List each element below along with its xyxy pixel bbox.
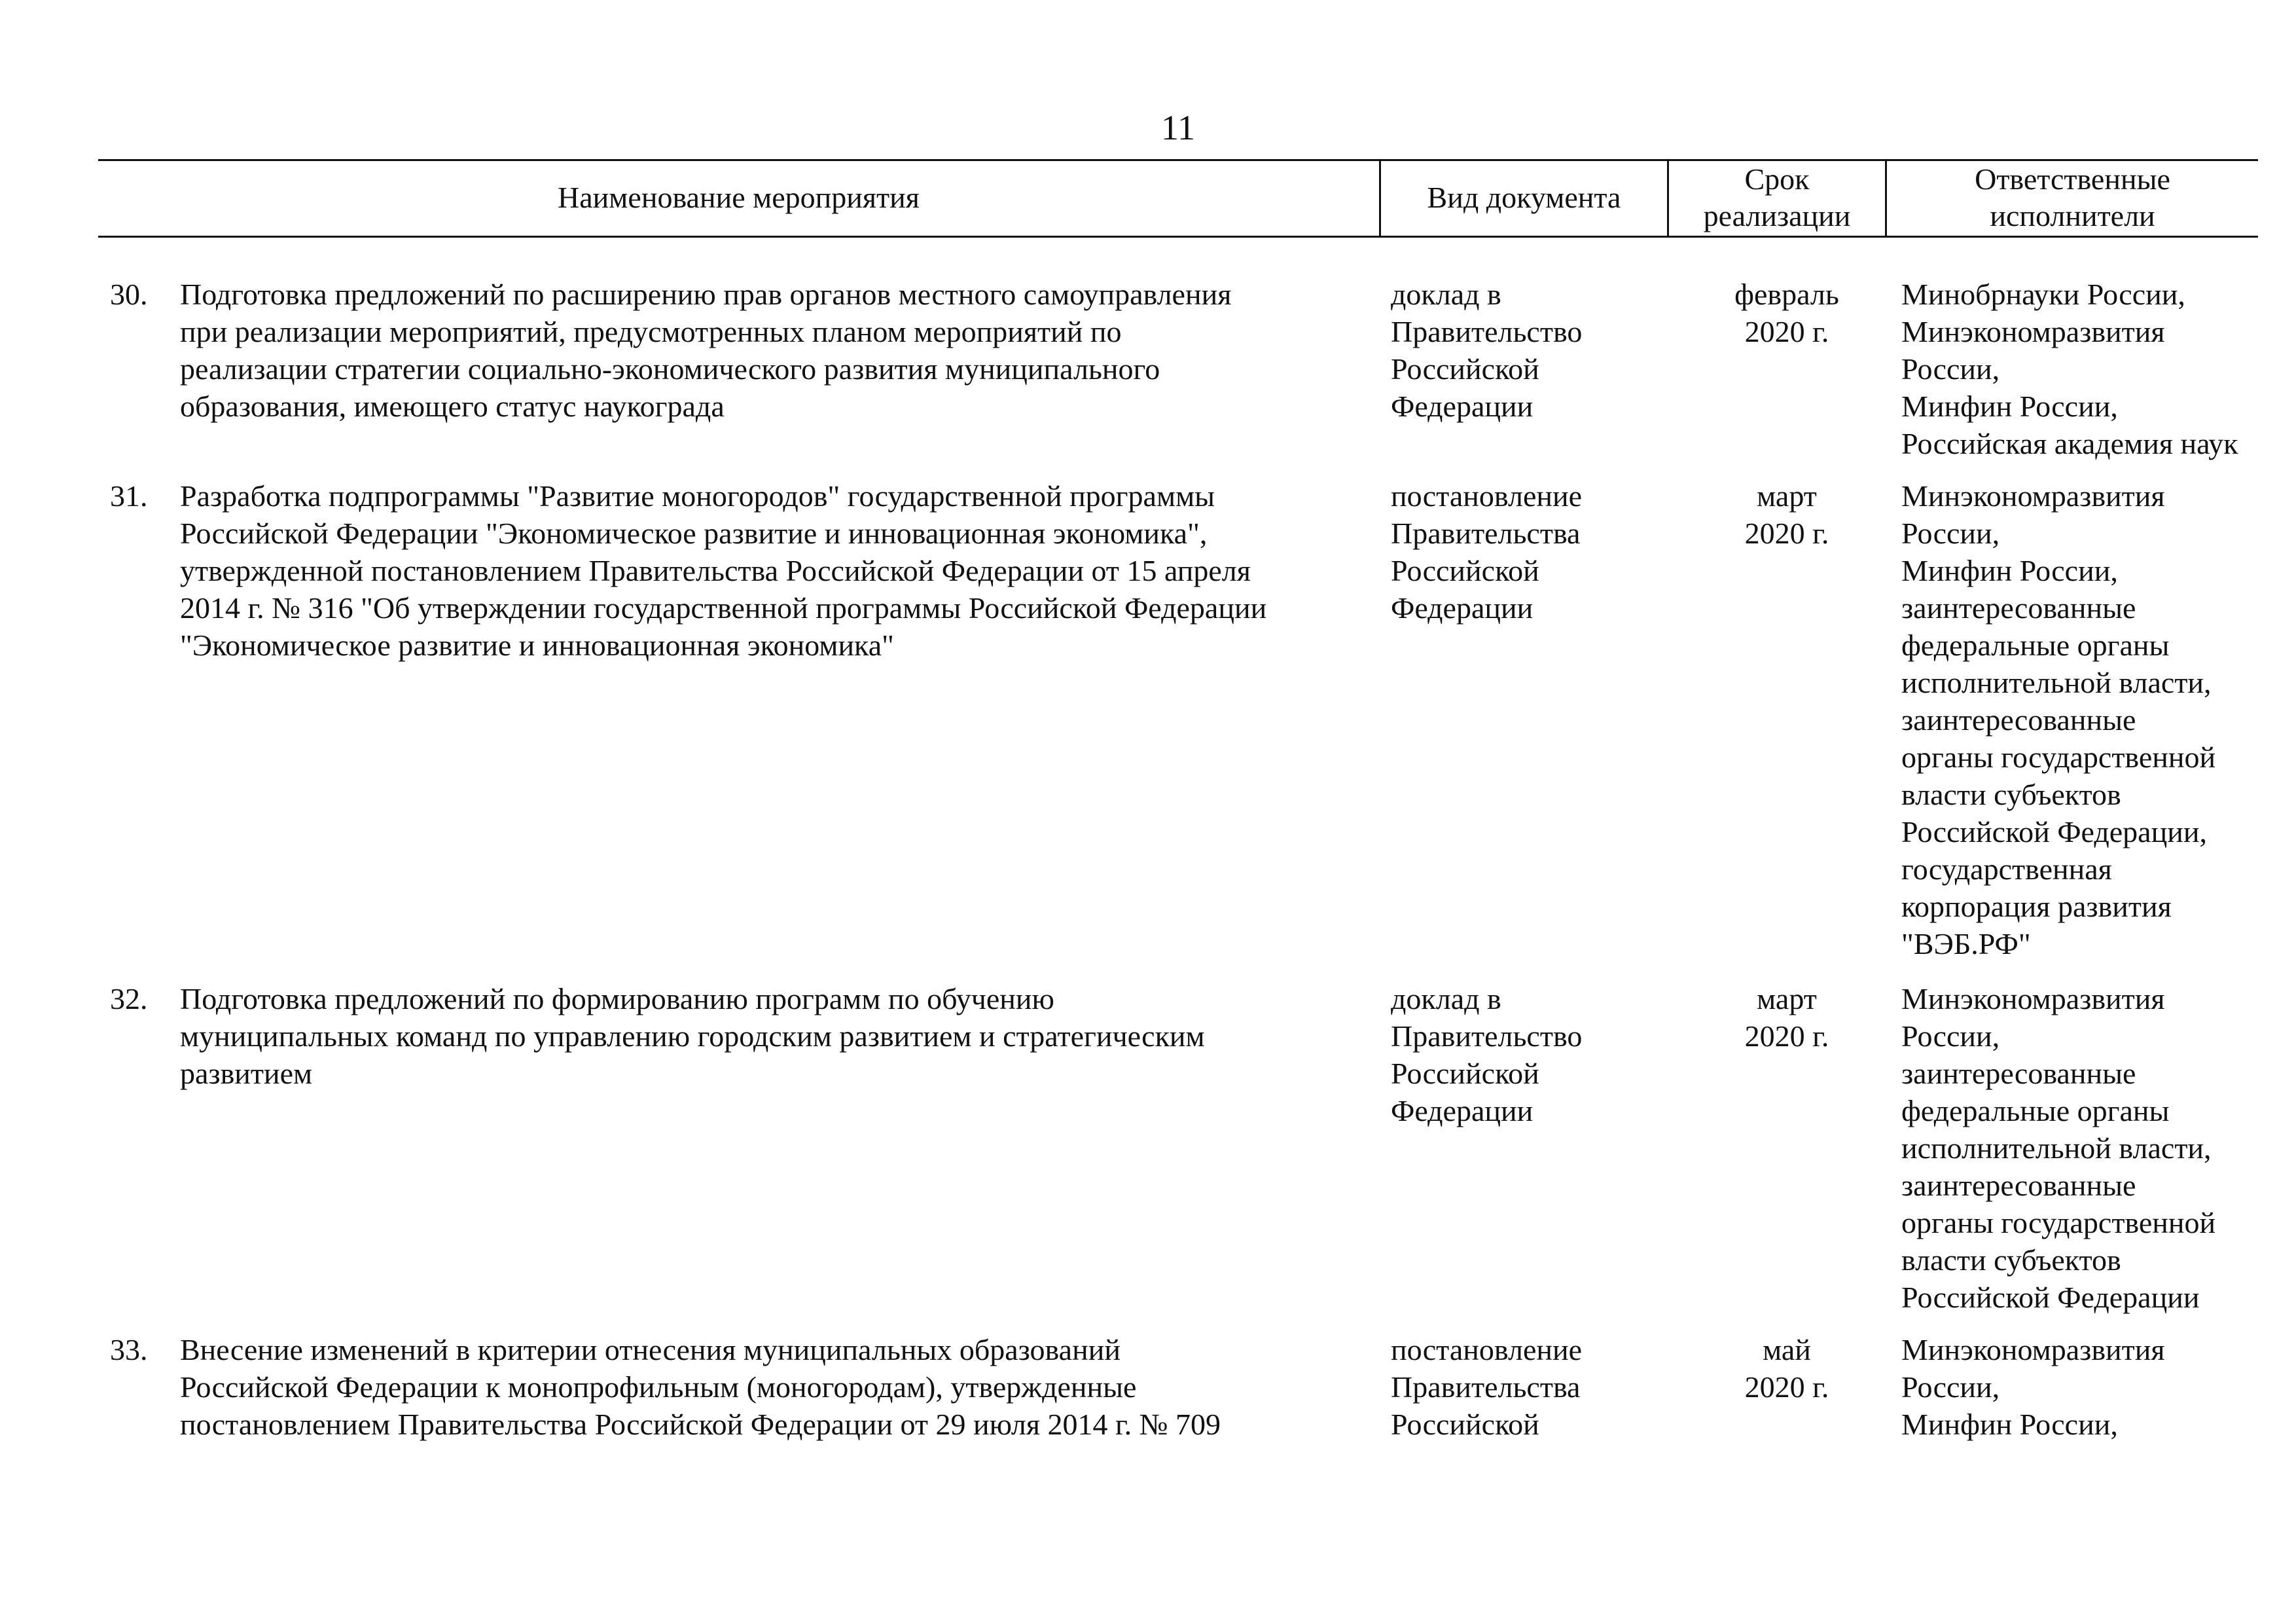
column-header-name: [98, 159, 1379, 236]
document-type: постановление Правительства Российской Федерации: [1391, 479, 1583, 625]
measure-name: Внесение изменений в критерии отнесения муниципальных образований Российской Федерации к монопрофильным (моногородам), утвержденные постановлением Правительства Российской Федерации от 29 июля 2014 г. № 709: [180, 1333, 1221, 1441]
responsible-executors: Минобрнауки России, Минэкономразвития России, Минфин России, Российская академия наук: [1901, 278, 2238, 460]
measure-name: Разработка подпрограммы "Развитие моногородов" государственной программы Российской Федерации "Экономическое развитие и инновационная экономика", утвержденной постановлением Правительства Российской Федерации от 15 апреля 2014 г. № 316 "Об утверждении государственной программы Российской Федерации "Экономическое развитие и инновационная экономика": [180, 479, 1267, 662]
column-header-responsible-label: Ответственные исполнители: [1975, 162, 2170, 232]
row-number: 33.: [110, 1333, 148, 1366]
implementation-term: март 2020 г.: [1744, 982, 1829, 1053]
responsible-executors: Минэкономразвития России, заинтересованные федеральные органы исполнительной власти, заинтересованные органы государственной власти субъектов Российской Федерации: [1901, 982, 2216, 1314]
column-header-responsible: [1887, 159, 2258, 236]
column-header-doc-type: [1381, 159, 1667, 236]
responsible-executors: Минэкономразвития России, Минфин России,: [1901, 1333, 2165, 1441]
column-header-doc-type-label: Вид документа: [1427, 181, 1621, 214]
row-number: 31.: [110, 479, 148, 513]
implementation-term: май 2020 г.: [1744, 1333, 1829, 1404]
implementation-term: март 2020 г.: [1744, 479, 1829, 550]
document-type: доклад в Правительство Российской Федерации: [1391, 278, 1583, 423]
row-number: 30.: [110, 278, 148, 311]
document-type: постановление Правительства Российской: [1391, 1333, 1583, 1441]
measure-name: Подготовка предложений по расширению прав органов местного самоуправления при реализации мероприятий, предусмотренных планом мероприятий по реализации стратегии социально-экономического развития муниципального образования, имеющего статус наукограда: [180, 278, 1232, 423]
implementation-term: февраль 2020 г.: [1734, 278, 1839, 348]
measure-name: Подготовка предложений по формированию программ по обучению муниципальных команд по управлению городским развитием и стратегическим развитием: [180, 982, 1205, 1090]
column-header-name-label: Наименование мероприятия: [558, 181, 920, 214]
column-header-term-label: Срок реализации: [1703, 162, 1851, 232]
row-number: 32.: [110, 982, 148, 1015]
column-header-term: [1669, 159, 1885, 236]
responsible-executors: Минэкономразвития России, Минфин России, заинтересованные федеральные органы исполнительной власти, заинтересованные органы государственной власти субъектов Российской Федерации, государственная корпорация развития "ВЭБ.РФ": [1901, 479, 2216, 960]
page-number: 11: [1161, 108, 1195, 147]
document-type: доклад в Правительство Российской Федерации: [1391, 982, 1583, 1127]
